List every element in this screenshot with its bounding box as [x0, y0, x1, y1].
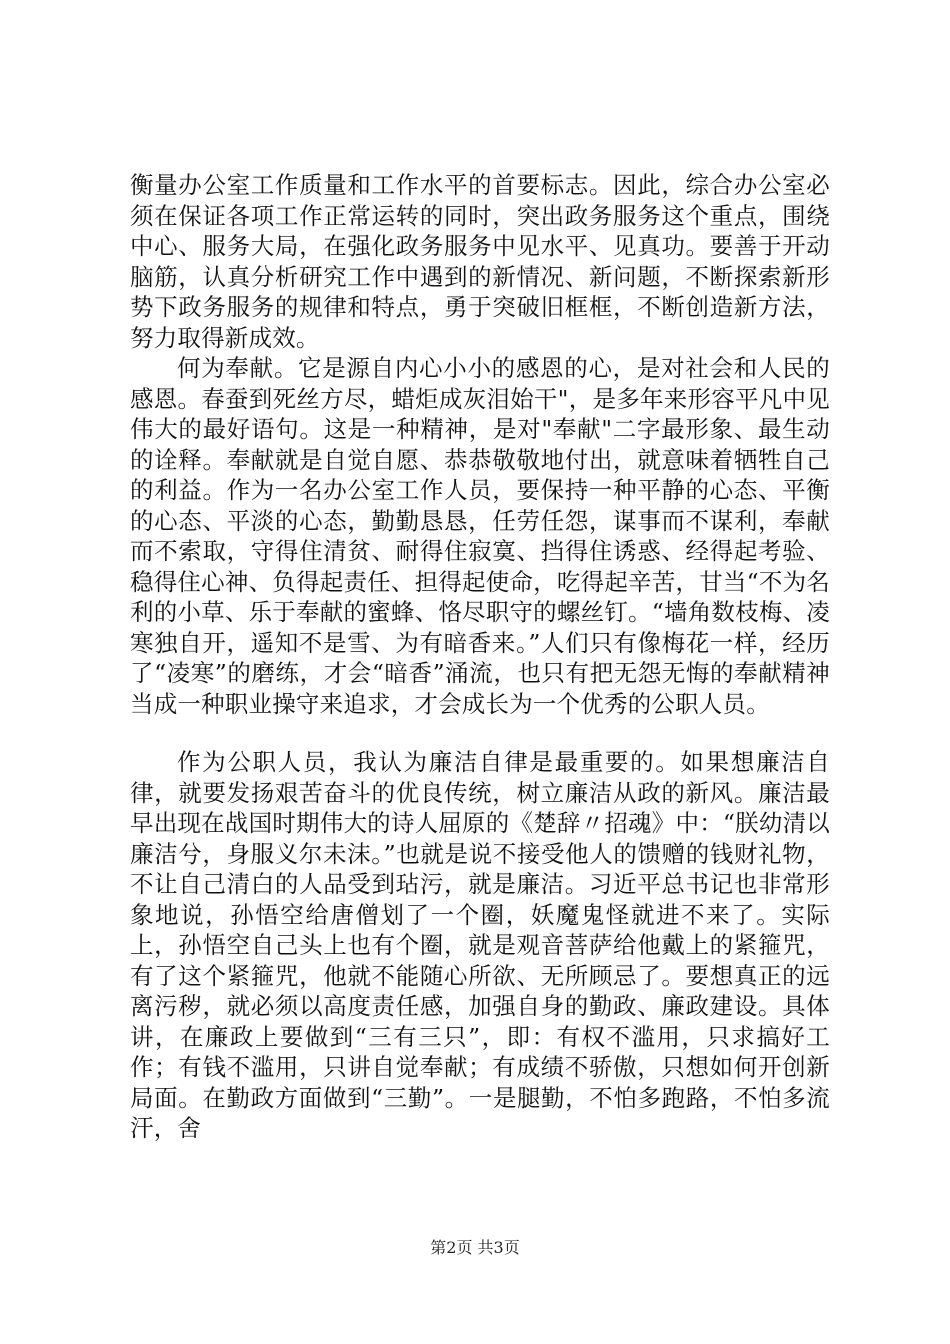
paragraph-gap: [130, 719, 830, 747]
document-body: [130, 170, 830, 1144]
page-footer: 第2页 共3页: [430, 1238, 520, 1257]
paragraph-dedication: 何为奉献。它是源自内心小小的感恩的心，是对社会和人民的感恩。春蚕到死丝方尽，蜡炬成灰泪始干"，是多年来形容平凡中见伟大的最好语句。这是一种精神，是对"奉献"二字最形象、最生动的诠释。奉献就是自觉自愿、恭恭敬敬地付出，就意味着牺牲自己的利益。作为一名办公室工作人员，要保持一种平静的心态、平衡的心态、平淡的心态，勤勤恳恳，任劳任怨，谋事而不谋利，奉献而不索取，守得住清贫、耐得住寂寞、挡得住诱惑、经得起考验、稳得住心神、负得起责任、担得起使命，吃得起辛苦，甘当“不为名利的小草、乐于奉献的蜜蜂、恪尽职守的螺丝钉。“墙角数枝梅、凌寒独自开，遥知不是雪、为有暗香来。”人们只有像梅花一样，经历了“凌寒”的磨练，才会“暗香”涌流，也只有把无怨无悔的奉献精神当成一种职业操守来追求，才会成长为一个优秀的公职人员。: [130, 354, 830, 718]
paragraph-integrity: 作为公职人员，我认为廉洁自律是最重要的。如果想廉洁自律，就要发扬艰苦奋斗的优良传统，树立廉洁从政的新风。廉洁最早出现在战国时期伟大的诗人屈原的《楚辞〃招魂》中：“朕幼清以廉洁兮，身服义尔未沫。”也就是说不接受他人的馈赠的钱财礼物，不让自己清白的人品受到玷污，就是廉洁。习近平总书记也非常形象地说，孙悟空给唐僧划了一个圈，妖魔鬼怪就进不来了。实际上，孙悟空自己头上也有个圈，就是观音菩萨给他戴上的紧箍咒，有了这个紧箍咒，他就不能随心所欲、无所顾忌了。要想真正的远离污秽，就必须以高度责任感，加强自身的勤政、廉政建设。具体讲，在廉政上要做到“三有三只”，即：有权不滥用，只求搞好工作；有钱不滥用，只讲自觉奉献；有成绩不骄傲，只想如何开创新局面。在勤政方面做到“三勤”。一是腿勤，不怕多跑路，不怕多流汗，舍: [130, 748, 830, 1142]
paragraph-continued: 衡量办公室工作质量和工作水平的首要标志。因此，综合办公室必须在保证各项工作正常运转的同时，突出政务服务这个重点，围绕中心、服务大局，在强化政务服务中见水平、见真功。要善于开动脑筋，认真分析研究工作中遇到的新情况、新问题，不断探索新形势下政务服务的规律和特点，勇于突破旧框框，不断创造新方法，努力取得新成效。: [130, 171, 830, 352]
